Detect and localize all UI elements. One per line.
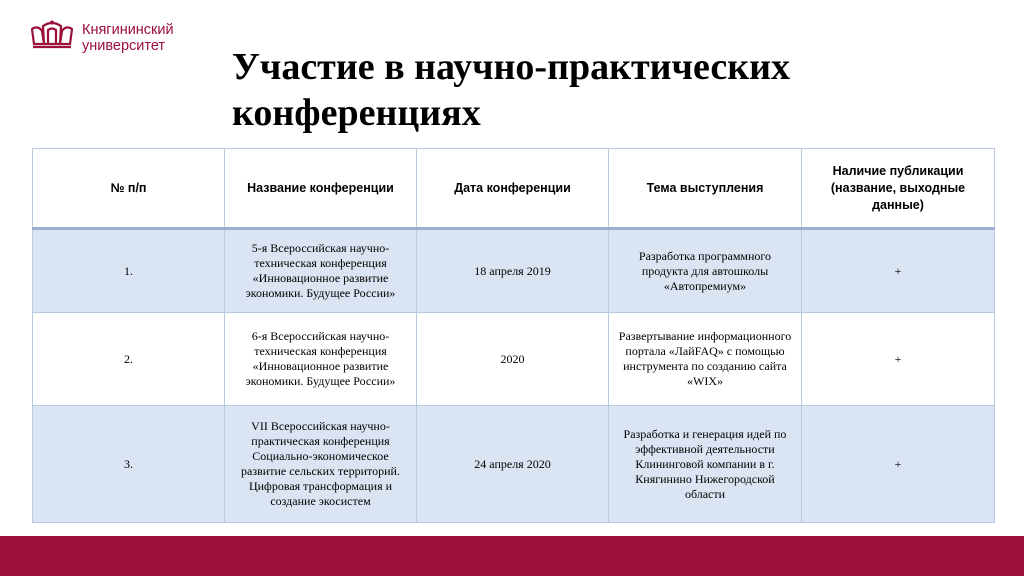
header-talk-topic: Тема выступления xyxy=(609,149,802,229)
table-row xyxy=(33,313,995,406)
cell-publication: + xyxy=(802,406,995,523)
header-conference-name: Название конференции xyxy=(225,149,417,229)
cell-number: 2. xyxy=(33,313,225,406)
cell-talk-topic: Разработка программного продукта для автошколы «Автопремиум» xyxy=(609,229,802,313)
cell-talk-topic: Разработка и генерация идей по эффективной деятельности Клининговой компании в г. Княгинино Нижегородской области xyxy=(609,406,802,523)
footer-bar xyxy=(0,536,1024,576)
cell-number: 1. xyxy=(33,229,225,313)
table-row xyxy=(33,229,995,313)
cell-publication: + xyxy=(802,313,995,406)
cell-conference-name: 5-я Всероссийская научно-техническая конференция «Инновационное развитие экономики. Будущее России» xyxy=(225,229,417,313)
logo-line-1: Княгининский xyxy=(82,22,174,38)
cell-conference-date: 2020 xyxy=(417,313,609,406)
university-logo xyxy=(30,20,174,54)
header-publication: Наличие публикации (название, выходные данные) xyxy=(802,149,995,229)
cell-number: 3. xyxy=(33,406,225,523)
cell-conference-date: 24 апреля 2020 xyxy=(417,406,609,523)
header-number: № п/п xyxy=(33,149,225,229)
cell-conference-name: 6-я Всероссийская научно-техническая конференция «Инновационное развитие экономики. Будущее России» xyxy=(225,313,417,406)
conferences-table xyxy=(32,148,995,523)
cell-conference-date: 18 апреля 2019 xyxy=(417,229,609,313)
cell-publication: + xyxy=(802,229,995,313)
logo-line-2: университет xyxy=(82,38,166,54)
table-header-row xyxy=(33,149,995,229)
page-title: Участие в научно-практических конференциях xyxy=(232,46,790,134)
cell-conference-name: VII Всероссийская научно-практическая конференция Социально-экономическое развитие сельских территорий. Цифровая трансформация и создание экосистем xyxy=(225,406,417,523)
crown-icon xyxy=(30,20,74,50)
table-row xyxy=(33,406,995,523)
cell-talk-topic: Развертывание информационного портала «ЛайFAQ» с помощью инструмента по созданию сайта «WIX» xyxy=(609,313,802,406)
header-conference-date: Дата конференции xyxy=(417,149,609,229)
